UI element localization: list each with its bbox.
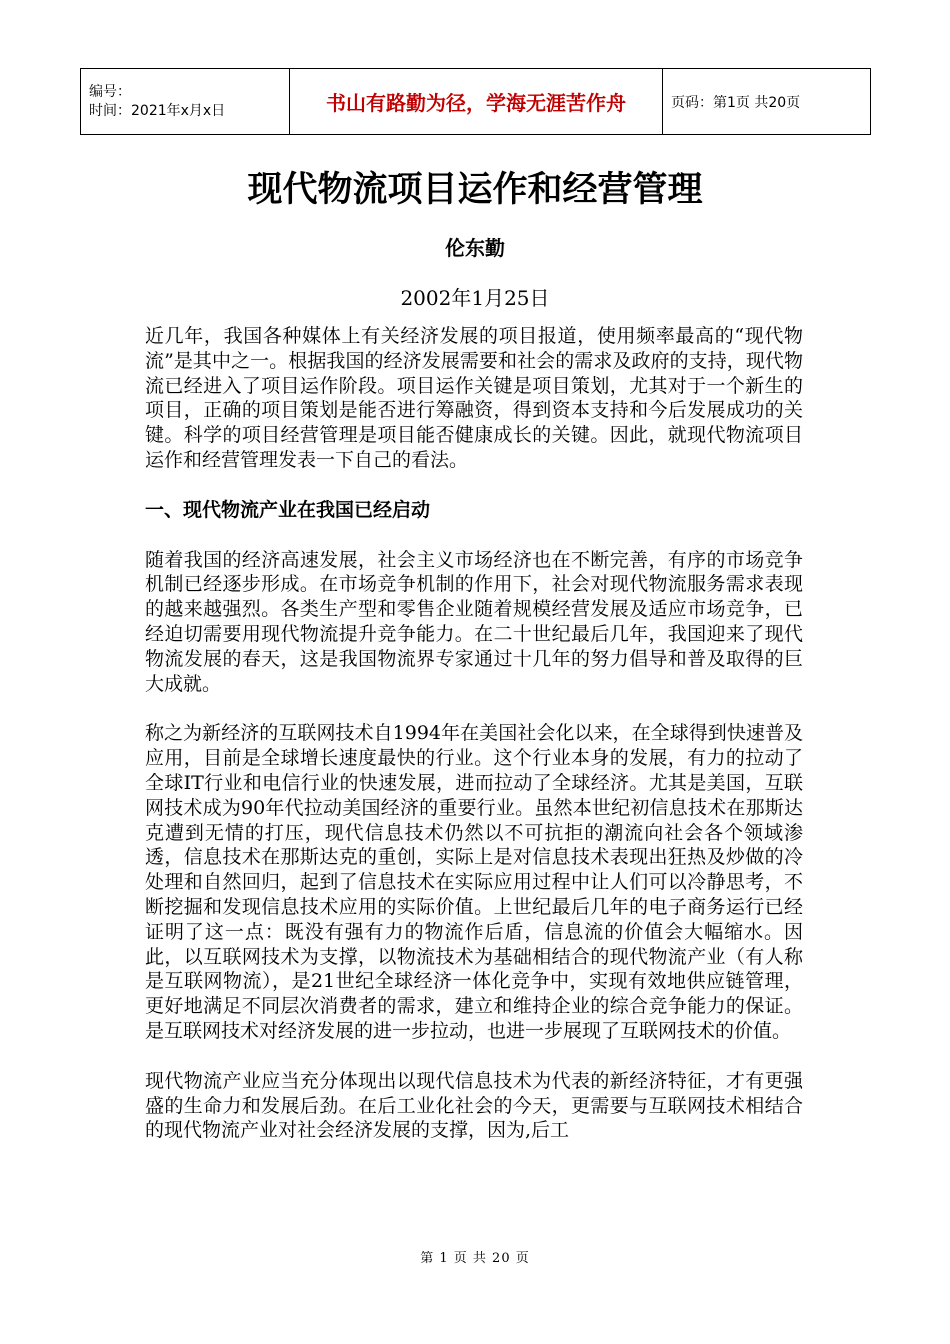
page-footer: 第 1 页 共 20 页 — [420, 1251, 530, 1266]
paragraph: 称之为新经济的互联网技术自1994年在美国社会化以来，在全球得到快速普及应用，目前是全球增长速度最快的行业。这个行业本身的发展，有力的拉动了全球IT行业和电信行业的快速发展，进而拉动了全球经济。尤其是美国，互联网技术成为90年代拉动美国经济的重要行业。虽然本世纪初信息技术在那斯达克遭到无情的打压，现代信息技术仍然以不可抗拒的潮流向社会各个领域渗透，信息技术在那斯达克的重创，实际上是对信息技术表现出狂热及炒做的冷处理和自然回归，起到了信息技术在实际应用过程中让人们可以冷静思考，不断挖掘和发现信息技术应用的实际价值。上世纪最后几年的电子商务运行已经证明了这一点：既没有强有力的物流作后盾，信息流的价值会大幅缩水。因此，以互联网技术为支撑，以物流技术为基础相结合的现代物流产业（有人称是互联网物流），是21世纪全球经济一体化竞争中，实现有效地供应链管理，更好地满足不同层次消费者的需求，建立和维持企业的综合竞争能力的保证。是互联网技术对经济发展的进一步拉动，也进一步展现了互联网技术的价值。 — [145, 722, 803, 1042]
paragraph: 现代物流产业应当充分体现出以现代信息技术为代表的新经济特征，才有更强盛的生命力和发展后劲。在后工业化社会的今天，更需要与互联网技术相结合的现代物流产业对社会经济发展的支撑，因为,后工 — [145, 1069, 803, 1142]
document-author: 伦东勤 — [445, 236, 505, 260]
document-time-label: 时间：2021年x月x日 — [89, 102, 226, 119]
paragraph: 随着我国的经济高速发展，社会主义市场经济也在不断完善，有序的市场竞争机制已经逐步形成。在市场竞争机制的作用下，社会对现代物流服务需求表现的越来越强烈。各类生产型和零售企业随着规模经营发展及适应市场竞争，已经迫切需要用现代物流提升竞争能力。在二十世纪最后几年，我国迎来了现代物流发展的春天，这是我国物流界专家通过十几年的努力倡导和普及取得的巨大成就。 — [145, 548, 803, 695]
document-date: 2002年1月25日 — [400, 286, 550, 310]
header-page-info: 页码：第1页 共20页 — [663, 69, 871, 135]
section-heading: 一、现代物流产业在我国已经启动 — [145, 498, 431, 521]
header-meta-cell — [81, 69, 290, 135]
document-number-label: 编号： — [89, 83, 131, 100]
document-title: 现代物流项目运作和经营管理 — [247, 170, 703, 210]
paragraph-intro: 近几年，我国各种媒体上有关经济发展的项目报道，使用频率最高的“现代物流”是其中之一。根据我国的经济发展需要和社会的需求及政府的支持，现代物流已经进入了项目运作阶段。项目运作关键是项目策划，尤其对于一个新生的项目，正确的项目策划是能否进行筹融资，得到资本支持和今后发展成功的关键。科学的项目经营管理是项目能否健康成长的关键。因此，就现代物流项目运作和经营管理发表一下自己的看法。 — [145, 325, 803, 471]
document-body — [145, 324, 803, 1168]
header-table — [80, 68, 871, 135]
header-motto: 书山有路勤为径，学海无涯苦作舟 — [290, 69, 663, 135]
